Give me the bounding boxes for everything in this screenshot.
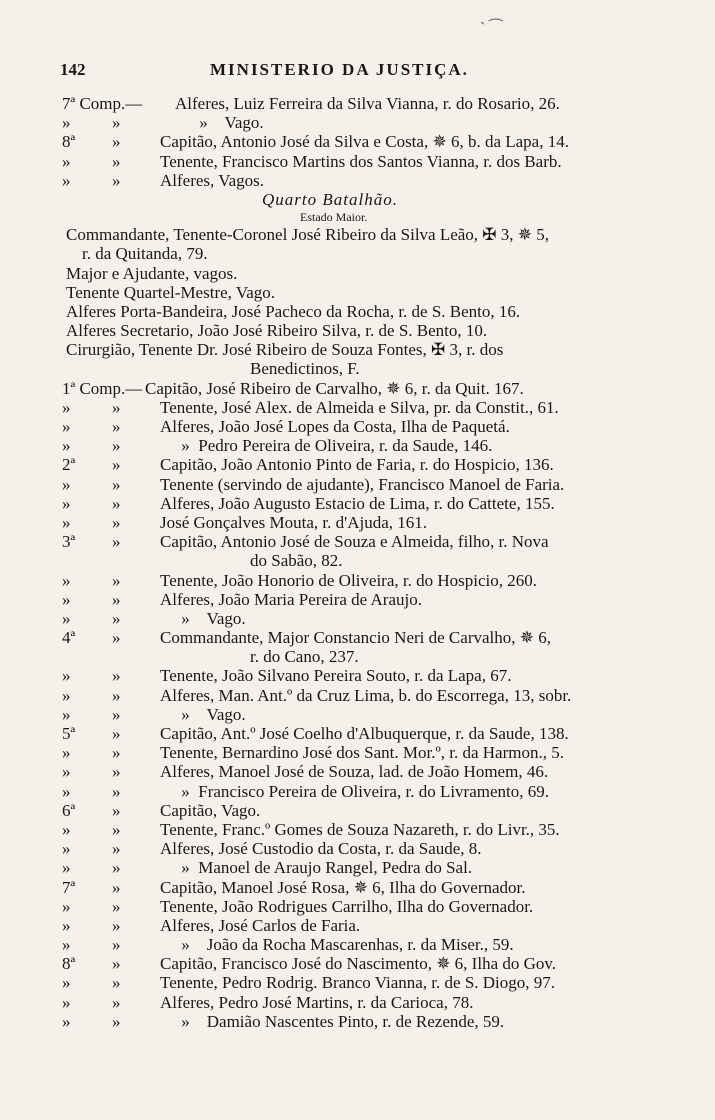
text-line	[0, 571, 715, 590]
ditto-mark: »	[112, 474, 121, 494]
text-line	[0, 686, 715, 705]
text-line	[0, 993, 715, 1012]
line-text: Major e Ajudante, vagos.	[66, 263, 238, 283]
ditto-mark: »	[62, 1011, 71, 1031]
line-text: Cirurgião, Tenente Dr. José Ribeiro de Souza Fontes, ✠ 3, r. dos	[66, 340, 504, 360]
line-text: Tenente (servindo de ajudante), Francisco Manoel de Faria.	[160, 474, 565, 494]
line-text: Alferes, Pedro José Martins, r. da Carioca, 78.	[160, 992, 474, 1012]
text-line	[0, 283, 715, 302]
text-line	[0, 171, 715, 190]
line-text: » Francisco Pereira de Oliveira, r. do Livramento, 69.	[160, 781, 549, 801]
line-text: Capitão, José Ribeiro de Carvalho, ✵ 6, r. da Quit. 167.	[145, 378, 524, 398]
ditto-mark: »	[62, 743, 71, 763]
staff-heading: Estado Maior.	[300, 210, 368, 225]
text-line	[0, 666, 715, 685]
ditto-mark: »	[112, 704, 121, 724]
ditto-mark: »	[62, 493, 71, 513]
line-text: Alferes, José Carlos de Faria.	[160, 915, 361, 935]
company-label: 7ª Comp.—	[62, 94, 143, 113]
ditto-mark: »	[62, 397, 71, 417]
company-label: 6ª	[62, 800, 76, 820]
line-text: » Pedro Pereira de Oliveira, r. da Saude, 146.	[160, 436, 493, 456]
text-line	[0, 858, 715, 877]
line-text: Tenente, Pedro Rodrig. Branco Vianna, r. de S. Diogo, 97.	[160, 973, 556, 993]
line-text: do Sabão, 82.	[250, 551, 343, 571]
ditto-mark: »	[112, 132, 121, 152]
line-text: Capitão, Ant.º José Coelho d'Albuquerque, r. da Saude, 138.	[160, 724, 569, 743]
company-label: 4ª	[62, 628, 76, 648]
ditto-mark: »	[62, 608, 71, 628]
ditto-mark: »	[62, 436, 71, 456]
ditto-mark: »	[62, 762, 71, 782]
ditto-mark: »	[62, 915, 71, 935]
ditto-mark: »	[112, 1011, 121, 1031]
ditto-mark: »	[112, 570, 121, 590]
ditto-mark: »	[112, 151, 121, 171]
line-text: Benedictinos, F.	[250, 359, 360, 379]
text-line	[0, 359, 715, 378]
text-line	[0, 916, 715, 935]
text-line	[0, 743, 715, 762]
text-line	[0, 152, 715, 171]
ditto-mark: »	[62, 589, 71, 609]
line-text: Tenente, João Rodrigues Carrilho, Ilha do Governador.	[160, 896, 534, 916]
ditto-mark: »	[112, 896, 121, 916]
text-line	[0, 820, 715, 839]
text-line	[0, 973, 715, 992]
ditto-mark: »	[62, 151, 71, 171]
line-text: Tenente, Francisco Martins dos Santos Vianna, r. dos Barb.	[160, 151, 562, 171]
ditto-mark: »	[62, 570, 71, 590]
ditto-mark: »	[112, 397, 121, 417]
ditto-mark: »	[112, 973, 121, 993]
ditto-mark: »	[112, 685, 121, 705]
line-text: Alferes Porta-Bandeira, José Pacheco da Rocha, r. de S. Bento, 16.	[66, 301, 521, 321]
line-text: » Vago.	[178, 113, 264, 133]
line-text: Alferes, João José Lopes da Costa, Ilha de Paquetá.	[160, 417, 510, 436]
text-line	[0, 1012, 715, 1031]
line-text: Alferes, Manoel José de Souza, lad. de João Homem, 46.	[160, 762, 549, 782]
ditto-mark: »	[62, 685, 71, 705]
page-header	[60, 60, 675, 86]
ditto-mark: »	[62, 704, 71, 724]
ditto-mark: »	[112, 743, 121, 763]
text-line	[0, 94, 715, 113]
text-line	[0, 590, 715, 609]
ditto-mark: »	[112, 493, 121, 513]
ditto-mark: »	[62, 666, 71, 686]
line-text: Tenente, Franc.º Gomes de Souza Nazareth, r. do Livr., 35.	[160, 819, 560, 839]
page-specks: ˋ ⁀	[480, 20, 503, 37]
company-label: 3ª	[62, 532, 76, 552]
line-text: Alferes Secretario, João José Ribeiro Silva, r. de S. Bento, 10.	[66, 321, 488, 341]
ditto-mark: »	[112, 935, 121, 955]
line-text: Alferes, José Custodio da Costa, r. da Saude, 8.	[160, 839, 482, 859]
line-text: Capitão, Antonio José de Souza e Almeida, filho, r. Nova	[160, 532, 549, 552]
ditto-mark: »	[112, 113, 121, 133]
text-line	[0, 455, 715, 474]
text-line	[0, 398, 715, 417]
ditto-mark: »	[112, 628, 121, 648]
line-text: Tenente, João Honorio de Oliveira, r. do Hospicio, 260.	[160, 570, 537, 590]
text-line	[0, 954, 715, 973]
ditto-mark: »	[112, 819, 121, 839]
line-text: Alferes, João Augusto Estacio de Lima, r. do Cattete, 155.	[160, 493, 555, 513]
line-text: r. do Cano, 237.	[250, 647, 359, 667]
battalion-heading: Quarto Batalhão.	[262, 189, 398, 209]
company-label: 8ª	[62, 954, 76, 974]
line-text: Tenente, José Alex. de Almeida e Silva, pr. da Constit., 61.	[160, 397, 559, 417]
text-line	[0, 897, 715, 916]
company-label: 2ª	[62, 455, 76, 475]
text-line	[0, 494, 715, 513]
text-line	[0, 340, 715, 359]
ditto-mark: »	[62, 839, 71, 859]
text-line	[0, 801, 715, 820]
line-text: Capitão, Manoel José Rosa, ✵ 6, Ilha do Governador.	[160, 877, 526, 897]
line-text: José Gonçalves Mouta, r. d'Ajuda, 161.	[160, 512, 427, 532]
line-text: r. da Quitanda, 79.	[82, 244, 208, 264]
ditto-mark: »	[62, 113, 71, 133]
text-line	[0, 264, 715, 283]
line-text: » Vago.	[160, 704, 246, 724]
ditto-mark: »	[62, 781, 71, 801]
text-line	[0, 113, 715, 132]
ditto-mark: »	[62, 512, 71, 532]
ditto-mark: »	[112, 781, 121, 801]
text-line	[0, 513, 715, 532]
ditto-mark: »	[112, 589, 121, 609]
text-line	[0, 878, 715, 897]
section-heading	[0, 190, 715, 209]
ditto-mark: »	[112, 858, 121, 878]
ditto-mark: »	[112, 608, 121, 628]
text-line	[0, 475, 715, 494]
ditto-mark: »	[112, 436, 121, 456]
text-line	[0, 724, 715, 743]
page-number: 142	[60, 60, 86, 79]
ditto-mark: »	[62, 170, 71, 190]
ditto-mark: »	[112, 455, 121, 475]
text-line	[0, 935, 715, 954]
ditto-mark: »	[112, 417, 121, 436]
line-text: Capitão, Francisco José do Nascimento, ✵ 6, Ilha do Gov.	[160, 954, 557, 974]
text-body	[0, 94, 715, 1031]
ditto-mark: »	[112, 800, 121, 820]
ditto-mark: »	[62, 992, 71, 1012]
line-text: » Manoel de Araujo Rangel, Pedra do Sal.	[160, 858, 473, 878]
ditto-mark: »	[112, 724, 121, 743]
line-text: » Vago.	[160, 608, 246, 628]
text-line	[0, 225, 715, 244]
ditto-mark: »	[112, 839, 121, 859]
text-line	[0, 762, 715, 781]
text-line	[0, 417, 715, 436]
ditto-mark: »	[112, 954, 121, 974]
line-text: Tenente, Bernardino José dos Sant. Mor.º, r. da Harmon., 5.	[160, 743, 564, 763]
text-line	[0, 647, 715, 666]
ditto-mark: »	[112, 762, 121, 782]
text-line	[0, 244, 715, 263]
ditto-mark: »	[112, 512, 121, 532]
line-text: » Damião Nascentes Pinto, r. de Rezende, 59.	[160, 1011, 505, 1031]
ditto-mark: »	[62, 858, 71, 878]
ditto-mark: »	[112, 915, 121, 935]
text-line	[0, 839, 715, 858]
line-text: Commandante, Tenente-Coronel José Ribeiro da Silva Leão, ✠ 3, ✵ 5,	[66, 225, 550, 245]
line-text: Alferes, Man. Ant.º da Cruz Lima, b. do Escorrega, 13, sobr.	[160, 685, 572, 705]
company-label: 8ª	[62, 132, 76, 152]
line-text: Alferes, Luiz Ferreira da Silva Vianna, r. do Rosario, 26.	[175, 94, 560, 113]
line-text: Alferes, Vagos.	[160, 170, 265, 190]
line-text: Commandante, Major Constancio Neri de Carvalho, ✵ 6,	[160, 628, 551, 648]
text-line	[0, 302, 715, 321]
company-label: 5ª	[62, 724, 76, 743]
company-label: 1ª Comp.—	[62, 378, 143, 398]
ditto-mark: »	[112, 992, 121, 1012]
text-line	[0, 436, 715, 455]
line-text: Tenente Quartel-Mestre, Vago.	[66, 282, 276, 302]
ditto-mark: »	[112, 877, 121, 897]
ditto-mark: »	[112, 170, 121, 190]
line-text: Capitão, João Antonio Pinto de Faria, r. do Hospicio, 136.	[160, 455, 554, 475]
line-text: Capitão, Antonio José da Silva e Costa, ✵ 6, b. da Lapa, 14.	[160, 132, 569, 152]
company-label: 7ª	[62, 877, 76, 897]
text-line	[0, 551, 715, 570]
line-text: Tenente, João Silvano Pereira Souto, r. da Lapa, 67.	[160, 666, 512, 686]
text-line	[0, 532, 715, 551]
ditto-mark: »	[62, 973, 71, 993]
text-line	[0, 609, 715, 628]
ditto-mark: »	[62, 819, 71, 839]
text-line	[0, 321, 715, 340]
ditto-mark: »	[112, 666, 121, 686]
text-line	[0, 705, 715, 724]
running-title: MINISTERIO DA JUSTIÇA.	[210, 60, 469, 79]
ditto-mark: »	[62, 896, 71, 916]
text-line	[0, 132, 715, 151]
line-text: Capitão, Vago.	[160, 800, 261, 820]
ditto-mark: »	[62, 417, 71, 436]
ditto-mark: »	[112, 532, 121, 552]
text-line	[0, 379, 715, 398]
text-line	[0, 628, 715, 647]
line-text: Alferes, João Maria Pereira de Araujo.	[160, 589, 422, 609]
ditto-mark: »	[62, 474, 71, 494]
section-subheading	[0, 209, 715, 225]
text-line	[0, 782, 715, 801]
line-text: » João da Rocha Mascarenhas, r. da Miser., 59.	[160, 935, 514, 955]
ditto-mark: »	[62, 935, 71, 955]
